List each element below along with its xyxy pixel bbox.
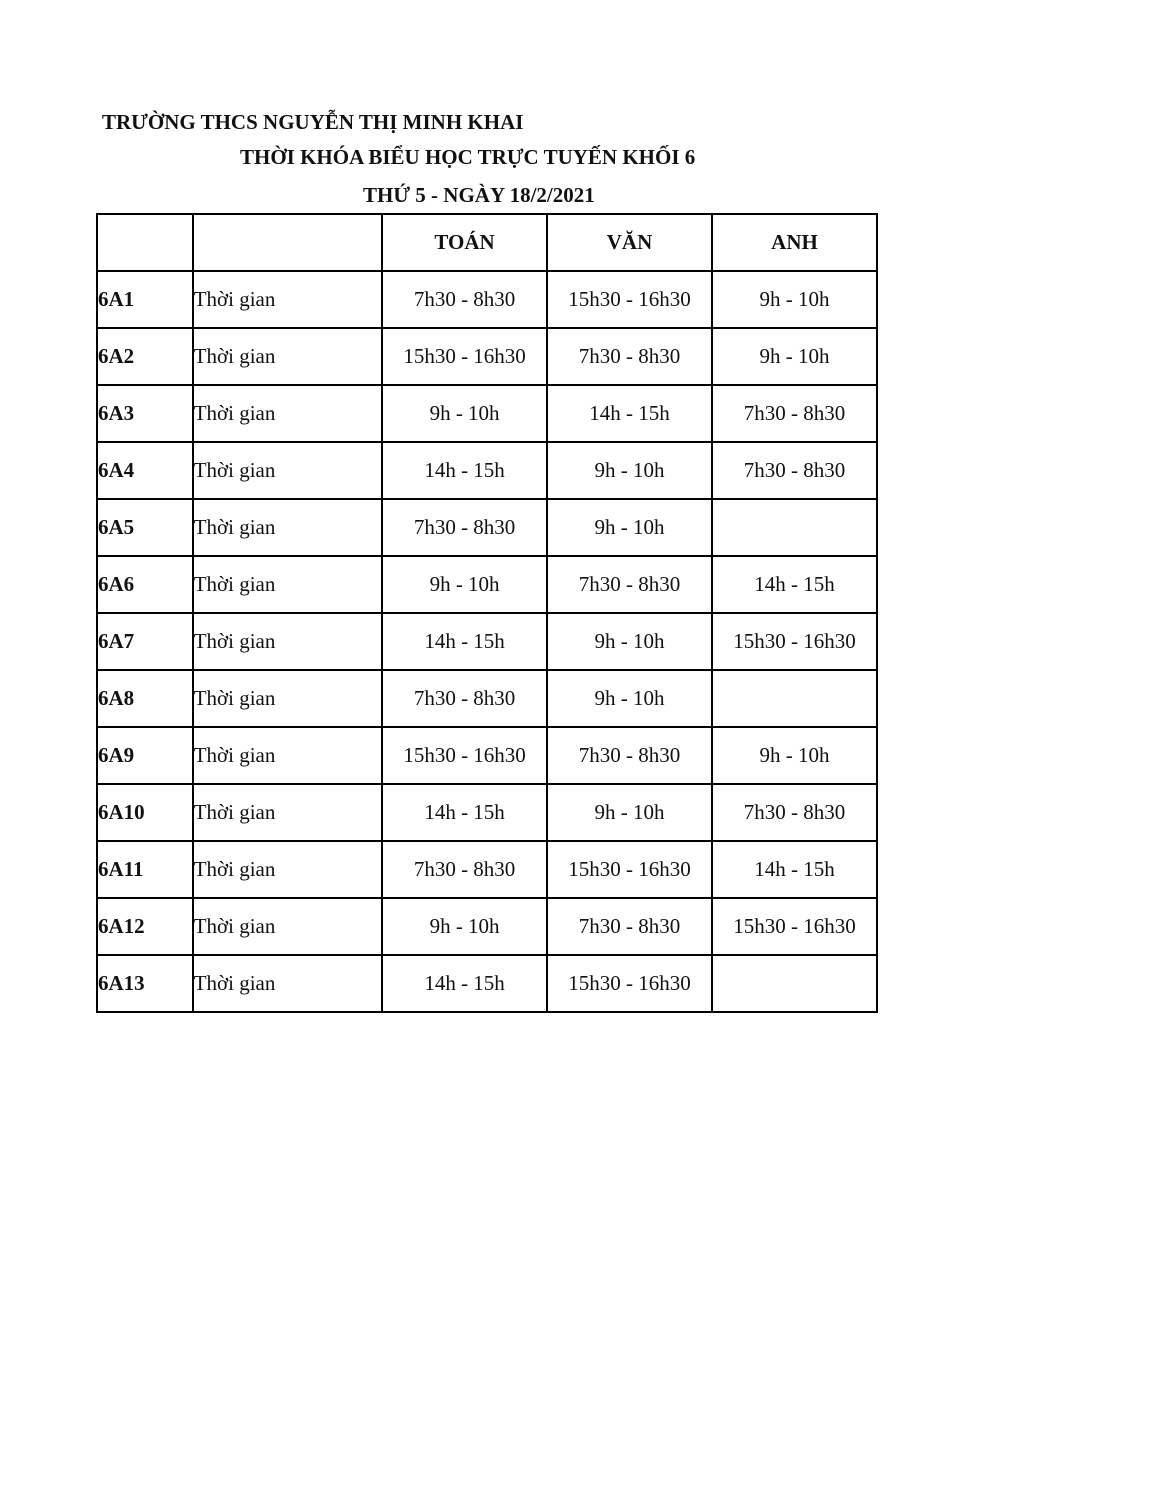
toan-time-cell: 14h - 15h [382,442,547,499]
toan-time-cell: 15h30 - 16h30 [382,328,547,385]
school-name: TRƯỜNG THCS NGUYỄN THỊ MINH KHAI [102,110,524,134]
table-row [97,385,877,442]
time-label-cell: Thời gian [193,328,382,385]
schedule-table [96,213,878,1013]
table-row [97,442,877,499]
time-label-cell: Thời gian [193,442,382,499]
table-row [97,841,877,898]
class-cell: 6A5 [97,499,193,556]
van-time-cell: 9h - 10h [547,442,712,499]
toan-time-cell: 7h30 - 8h30 [382,271,547,328]
class-cell: 6A2 [97,328,193,385]
toan-time-cell: 14h - 15h [382,784,547,841]
table-row [97,955,877,1012]
class-cell: 6A4 [97,442,193,499]
van-time-cell: 15h30 - 16h30 [547,841,712,898]
table-row [97,727,877,784]
table-row [97,898,877,955]
header-cell-van: VĂN [547,214,712,271]
toan-time-cell: 7h30 - 8h30 [382,499,547,556]
table-row [97,613,877,670]
header-cell-label [193,214,382,271]
document-title: THỜI KHÓA BIỂU HỌC TRỰC TUYẾN KHỐI 6 [240,145,696,169]
van-time-cell: 7h30 - 8h30 [547,328,712,385]
time-label-cell: Thời gian [193,556,382,613]
anh-time-cell: 15h30 - 16h30 [712,613,877,670]
table-row [97,670,877,727]
toan-time-cell: 15h30 - 16h30 [382,727,547,784]
anh-time-cell: 7h30 - 8h30 [712,442,877,499]
schedule-body [97,271,877,1012]
toan-time-cell: 7h30 - 8h30 [382,841,547,898]
time-label-cell: Thời gian [193,670,382,727]
class-cell: 6A6 [97,556,193,613]
van-time-cell: 9h - 10h [547,499,712,556]
header-cell-toan: TOÁN [382,214,547,271]
anh-time-cell: 14h - 15h [712,556,877,613]
time-label-cell: Thời gian [193,841,382,898]
table-row [97,499,877,556]
time-label-cell: Thời gian [193,727,382,784]
time-label-cell: Thời gian [193,898,382,955]
toan-time-cell: 14h - 15h [382,955,547,1012]
anh-time-cell: 9h - 10h [712,328,877,385]
time-label-cell: Thời gian [193,385,382,442]
toan-time-cell: 9h - 10h [382,556,547,613]
van-time-cell: 7h30 - 8h30 [547,898,712,955]
class-cell: 6A3 [97,385,193,442]
toan-time-cell: 7h30 - 8h30 [382,670,547,727]
class-cell: 6A10 [97,784,193,841]
table-row [97,784,877,841]
anh-time-cell [712,670,877,727]
class-cell: 6A8 [97,670,193,727]
anh-time-cell: 7h30 - 8h30 [712,385,877,442]
time-label-cell: Thời gian [193,784,382,841]
anh-time-cell: 14h - 15h [712,841,877,898]
toan-time-cell: 9h - 10h [382,898,547,955]
toan-time-cell: 14h - 15h [382,613,547,670]
class-cell: 6A13 [97,955,193,1012]
document-date: THỨ 5 - NGÀY 18/2/2021 [363,183,595,207]
anh-time-cell: 7h30 - 8h30 [712,784,877,841]
anh-time-cell: 9h - 10h [712,727,877,784]
van-time-cell: 9h - 10h [547,784,712,841]
header-cell-class [97,214,193,271]
van-time-cell: 9h - 10h [547,613,712,670]
anh-time-cell [712,955,877,1012]
time-label-cell: Thời gian [193,613,382,670]
time-label-cell: Thời gian [193,271,382,328]
table-row [97,271,877,328]
van-time-cell: 15h30 - 16h30 [547,271,712,328]
toan-time-cell: 9h - 10h [382,385,547,442]
time-label-cell: Thời gian [193,955,382,1012]
class-cell: 6A1 [97,271,193,328]
class-cell: 6A12 [97,898,193,955]
anh-time-cell: 9h - 10h [712,271,877,328]
class-cell: 6A11 [97,841,193,898]
van-time-cell: 14h - 15h [547,385,712,442]
header-cell-anh: ANH [712,214,877,271]
table-row [97,556,877,613]
van-time-cell: 15h30 - 16h30 [547,955,712,1012]
van-time-cell: 7h30 - 8h30 [547,727,712,784]
time-label-cell: Thời gian [193,499,382,556]
header-row [97,214,877,271]
anh-time-cell [712,499,877,556]
van-time-cell: 9h - 10h [547,670,712,727]
class-cell: 6A9 [97,727,193,784]
van-time-cell: 7h30 - 8h30 [547,556,712,613]
class-cell: 6A7 [97,613,193,670]
anh-time-cell: 15h30 - 16h30 [712,898,877,955]
table-row [97,328,877,385]
